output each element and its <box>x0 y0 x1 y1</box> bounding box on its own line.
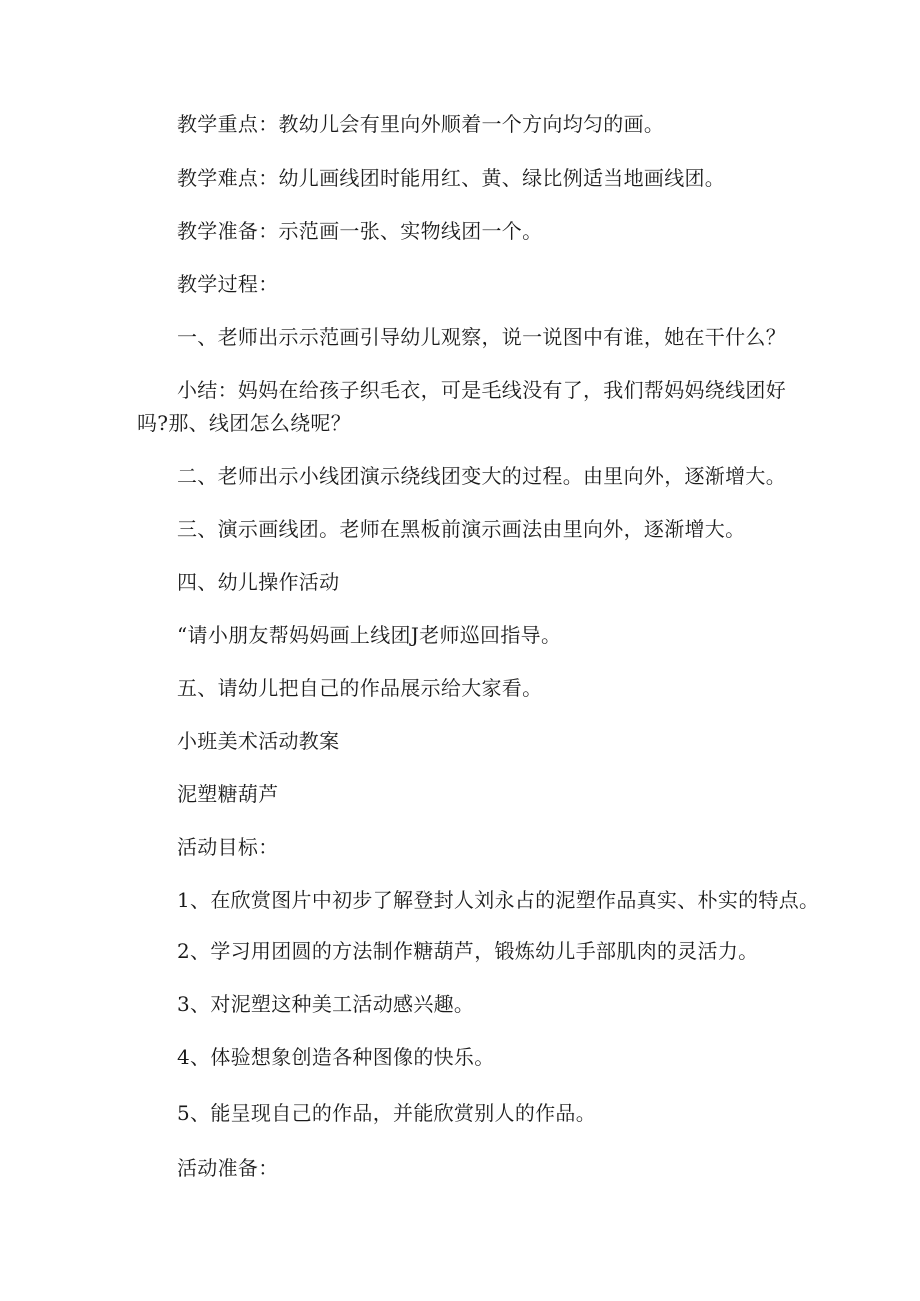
activity-title: 泥塑糖葫芦 <box>177 782 279 806</box>
goal-1: 1、在欣赏图片中初步了解登封人刘永占的泥塑作品真实、朴实的特点。 <box>177 888 820 912</box>
paragraph-teaching-preparation: 教学准备：示范画一张、实物线团一个。 <box>177 219 543 243</box>
heading-teaching-process: 教学过程： <box>177 272 279 296</box>
summary-line-2: 吗?那、线团怎么绕呢？ <box>137 411 352 435</box>
heading-activity-goals: 活动目标： <box>177 835 279 859</box>
paragraph-teaching-difficulty: 教学难点：幼儿画线团时能用红、黄、绿比例适当地画线团。 <box>177 166 726 190</box>
step-two: 二、老师出示小线团演示绕线团变大的过程。由里向外，逐渐增大。 <box>177 464 786 488</box>
step-four-detail: “请小朋友帮妈妈画上线团J老师巡回指导。 <box>177 623 562 647</box>
step-five: 五、请幼儿把自己的作品展示给大家看。 <box>177 676 543 700</box>
goal-3: 3、对泥塑这种美工活动感兴趣。 <box>177 992 475 1016</box>
summary-line-1: 小结：妈妈在给孩子织毛衣，可是毛线没有了，我们帮妈妈绕线团好 <box>177 378 786 402</box>
lesson-plan-title: 小班美术活动教案 <box>177 729 340 753</box>
goal-4: 4、体验想象创造各种图像的快乐。 <box>177 1045 495 1069</box>
heading-activity-preparation: 活动准备： <box>177 1156 279 1180</box>
paragraph-teaching-focus: 教学重点：教幼儿会有里向外顺着一个方向均匀的画。 <box>177 112 665 136</box>
step-one: 一、老师出示示范画引导幼儿观察，说一说图中有谁，她在干什么？ <box>177 325 786 349</box>
goal-2: 2、学习用团圆的方法制作糖葫芦，锻炼幼儿手部肌肉的灵活力。 <box>177 939 759 963</box>
step-four: 四、幼儿操作活动 <box>177 570 340 594</box>
step-three: 三、演示画线团。老师在黑板前演示画法由里向外，逐渐增大。 <box>177 517 746 541</box>
goal-5: 5、能呈现自己的作品，并能欣赏别人的作品。 <box>177 1101 597 1125</box>
